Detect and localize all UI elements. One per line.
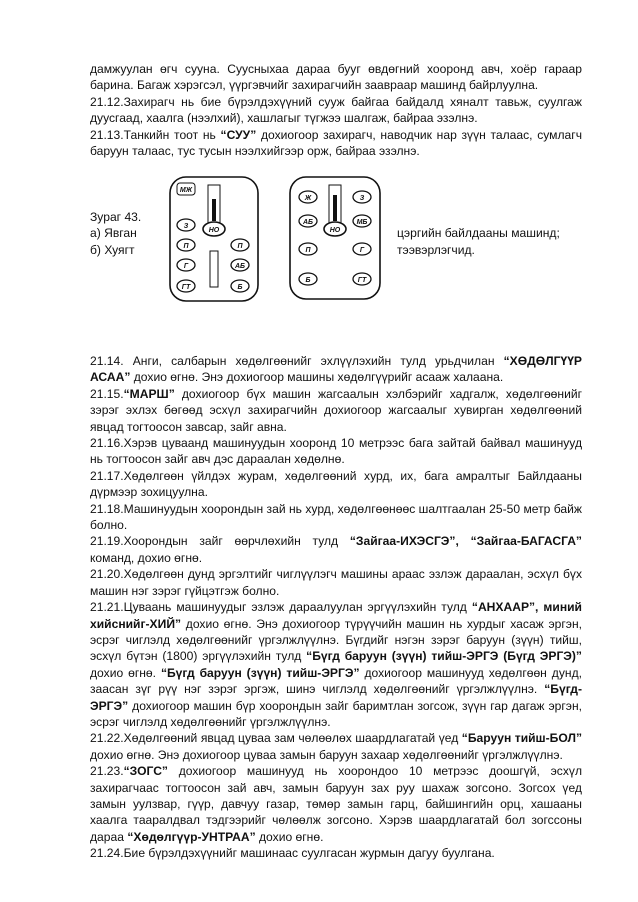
- paragraph-21-19: [90, 533, 582, 566]
- svg-text:ГТ: ГТ: [181, 284, 191, 291]
- paragraph-text: дохиогоор захирагч, наводчик нар зүүн талаас, сумлагч баруун талаас, тус тусын нээлхийгээр орж, байраа эзэлнэ.: [90, 127, 582, 159]
- command-text: “Баруун тийш-БОЛ”: [461, 731, 582, 746]
- paragraph-21-14: [90, 353, 582, 386]
- paragraph-text: 21.14. Анги, салбарын хөдөлгөөнийг эхлүүлэхийн тулд урьдчилан: [90, 354, 504, 368]
- button-ab: [231, 259, 249, 271]
- command-text: “ХӨДӨЛГҮҮР АСАА”: [90, 354, 582, 385]
- svg-text:Г: Г: [359, 247, 365, 254]
- paragraph-text: дохио өгнө. Энэ дохиогоор машины хөдөлгүүрийг асааж халаана.: [130, 370, 504, 385]
- button-ab: [299, 215, 317, 227]
- command-text: “МАРШ”: [123, 386, 175, 401]
- figure-caption-b: тээвэрлэгчид.: [397, 243, 475, 257]
- command-text: “Бүгд-ЭРГЭ”: [90, 682, 582, 713]
- svg-text:ГТ: ГТ: [357, 277, 367, 284]
- command-text: “Бүгд баруун (зүүн) тийш-ЭРГЭ (Бүгд ЭРГЭ)”: [306, 649, 582, 664]
- button-z: [353, 191, 371, 203]
- remote-control-right: [288, 175, 382, 301]
- paragraph-21-16: 21.16.Хэрэв цуваанд машинуудын хооронд 10 метрээс бага зайтай байвал машинууд нь тогтоосон зайг авч дэс дараалан хөдөлнө.: [90, 436, 582, 467]
- paragraph-text: дохиогоор машинууд хөдөлгөөн дунд, заасан зүг рүү нэг зэрэг эргэж, шинэ чиглэлд хөдөлгөөнийг үргэлжлүүлнэ.: [90, 665, 582, 697]
- svg-text:НО: НО: [329, 227, 341, 234]
- button-p-left: [177, 239, 195, 251]
- svg-text:АБ: АБ: [302, 219, 314, 226]
- paragraph-21-13: [90, 127, 582, 160]
- paragraph-text: дохио өгнө.: [90, 665, 161, 680]
- paragraph-text: дохиогоор машинууд нь хоорондоо 10 метрээс доошгүй, эсхүл захирагчаас тогтоосон зай авч, замын баруун зах руу шахаж зогсоно. Зогсох үед замын уулзвар, гүүр, давчуу газар, төмөр замын гарц, байшингийн орц, хашааны хаалга тааралдвал тэдгээрийг чөлөөлж зогсоно. Хэрэв шаардлагатай бол зогссоны дараа: [90, 764, 582, 844]
- button-gt: [353, 273, 371, 285]
- button-no: [203, 222, 225, 236]
- button-mb: [353, 215, 371, 227]
- paragraph-21-20: 21.20.Хөдөлгөөн дунд эргэлтийг чиглүүлэгч машины араас эзлэж дараалан, эсхүл бүх машин нэг зэрэг гүйцэтгэж болно.: [90, 567, 582, 598]
- paragraph-text: 21.13.Танкийн тоот нь: [90, 127, 221, 142]
- button-z: [177, 219, 195, 231]
- command-separator: ,: [455, 534, 471, 549]
- paragraph-text: дохио өгнө.: [255, 829, 324, 844]
- paragraph-21-17: 21.17.Хөдөлгөөн үйлдэх журам, хөдөлгөөний хурд, их, бага амралтыг Байлдааны дүрмээр зохицуулна.: [90, 468, 582, 500]
- paragraph: дамжуулан өгч сууна. Суусныхаа дараа бууг өвдөгний хооронд авч, хоёр гараар барина. Багаж хэрэгсэл, үүргэвчийг захирагчийн зааврааp машинд байрлуулна.: [90, 62, 582, 93]
- paragraph-text: 21.22.Хөдөлгөөний явцад цуваа зам чөлөөлөх шаардлагатай үед: [90, 731, 462, 746]
- badge-mzh: [177, 183, 195, 195]
- paragraph-21-15: [90, 386, 582, 435]
- paragraph-text: дохиогоор машин бүр хоорондын зайг баримтлан зогсож, зүүн гар дагаж эргэн, эсрэг чиглэлд хөдөлгөөнийг үргэлжлүүлнэ.: [90, 698, 582, 729]
- figure-43: [0, 165, 638, 305]
- button-gt: [177, 280, 195, 292]
- remote-control-left: [168, 175, 260, 303]
- svg-text:П: П: [305, 247, 311, 254]
- svg-text:П: П: [237, 243, 243, 250]
- figure-label-a: а) Явган: [90, 226, 137, 240]
- paragraph-21-23: [90, 763, 582, 845]
- svg-text:Ж: Ж: [304, 195, 312, 202]
- svg-text:Б: Б: [305, 277, 311, 284]
- svg-text:АБ: АБ: [234, 263, 246, 270]
- command-text: “Зайгаа-БАГАСГА”: [470, 534, 582, 549]
- figure-label-b: б) Хуягт: [90, 243, 135, 257]
- svg-text:П: П: [183, 243, 189, 250]
- paragraph-21-24: 21.24.Бие бүрэлдэхүүнийг машинаас суулгасан журмын дагуу буулгана.: [90, 846, 495, 861]
- paragraph-21-18: 21.18.Машинуудын хоорондын зай нь хурд, хөдөлгөөнөөс шалтгаалан 25-50 метр байж болно.: [90, 501, 582, 533]
- command-text: “ЗОГС”: [123, 764, 168, 779]
- command-text: “Хөдөлгүүр-УНТРАА”: [127, 829, 256, 844]
- command-text: “АНХААР”, миний хийснийг-ХИЙ”: [90, 600, 582, 631]
- paragraph-text: дохио өгнө. Энэ дохиогоор түрүүчийн машин нь хурдыг хасаж эргэн, эсрэг чиглэлд хөдөлгөөнийг үргэлжлүүлнэ. Бүгдийг нэгэн зэрэг баруун (зүүн) тийш, эсхүл бүтэн (1800) эргүүлэхийн тулд: [90, 616, 582, 664]
- svg-text:З: З: [183, 223, 189, 230]
- figure-title: Зураг 43.: [90, 210, 142, 224]
- paragraph-text: дохиогоор бүх машин жагсаалын хэлбэрийг хадгалж, хөдөлгөөнийг зэрэг эхлэх бөгөөд эсхүл захирагчийн дохиогоор жагсаалыг хувирган хөдөлгөөний явцад тогтоосон завсар, зайг авна.: [90, 386, 582, 434]
- paragraph-text: дохио өгнө. Энэ дохиогоор цуваа замын баруун захаар хөдөлгөөнийг үргэлжлүүлнэ.: [90, 747, 563, 762]
- button-p-left: [299, 243, 317, 255]
- paragraph-text: 21.23.: [90, 764, 124, 779]
- svg-text:Б: Б: [237, 284, 243, 291]
- command-text: “Зайгаа-ИХЭСГЭ”: [349, 534, 456, 549]
- button-b: [299, 273, 317, 285]
- button-zh: [299, 191, 317, 203]
- svg-text:Г: Г: [183, 263, 189, 270]
- paragraph-text: 21.19.Хоорондын зайг өөрчлөхийн тулд: [90, 534, 350, 549]
- text-block-bottom: [90, 353, 582, 862]
- svg-text:НО: НО: [208, 227, 220, 234]
- svg-text:МЖ: МЖ: [179, 187, 193, 194]
- text-block-top: [90, 61, 582, 159]
- svg-text:МБ: МБ: [356, 219, 368, 226]
- command-text: “Бүгд баруун (зүүн) тийш-ЭРГЭ”: [160, 665, 360, 680]
- button-g: [353, 243, 371, 255]
- paragraph-text: 21.15.: [90, 386, 124, 401]
- figure-caption-a: цэргийн байлдааны машинд;: [397, 226, 560, 240]
- svg-text:З: З: [359, 195, 365, 202]
- paragraph-21-21: [90, 599, 582, 730]
- command-text: “СУУ”: [220, 127, 257, 142]
- button-p-right: [231, 239, 249, 251]
- button-g: [177, 259, 195, 271]
- paragraph-text: 21.21.Цуваань машинуудыг эзлэж дараалуулан эргүүлэхийн тулд: [90, 600, 472, 615]
- paragraph-text: команд, дохио өгнө.: [90, 550, 203, 565]
- button-no: [324, 222, 346, 236]
- paragraph-21-12: 21.12.Захирагч нь бие бүрэлдэхүүний сууж байгаа байдалд хяналт тавьж, суулгаж дуусгаад, хаалга (нээлхий), хашлагыг түгжээ шалгаж, байраа эзэлнэ.: [90, 94, 582, 126]
- paragraph-21-22: [90, 730, 582, 763]
- button-b: [231, 280, 249, 292]
